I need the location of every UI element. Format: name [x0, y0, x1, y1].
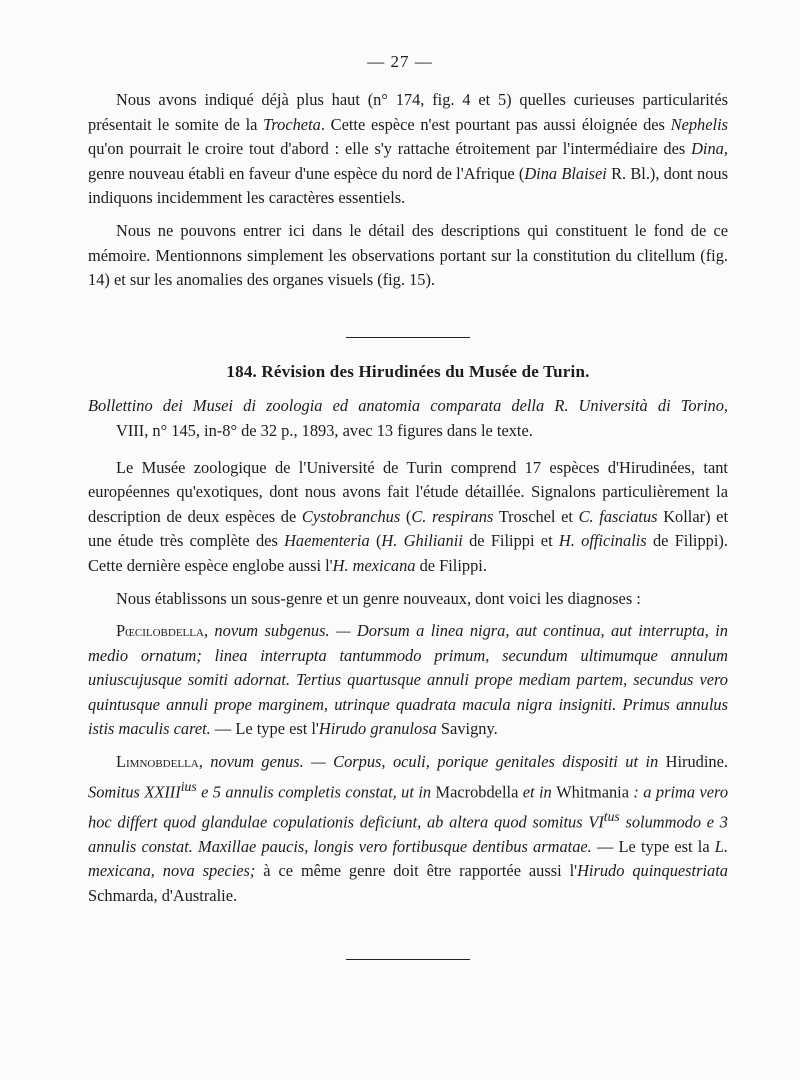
latin-diagnosis: et in [518, 782, 557, 802]
paragraph-poecilobdella [88, 619, 728, 742]
page-number: — 27 — [367, 52, 433, 71]
text-run: — Le type est la [591, 836, 715, 856]
text-run: à ce même genre doit être rapportée aussi l' [255, 861, 578, 881]
text-run: Troschel et [493, 506, 579, 526]
biblio-journal: Bollettino dei Musei di zoologia ed anatomia comparata della R. Università di Torino, [88, 396, 728, 416]
taxon-name: C. fasciatus [578, 506, 658, 526]
latin-diagnosis: Somitus XXIII [88, 782, 181, 802]
text-run: Kollar) et une étude très complète des [88, 506, 729, 551]
superscript: tus [603, 808, 620, 824]
text-run: — Le type est l' [210, 719, 319, 739]
taxon-name: H. officinalis [558, 531, 647, 551]
biblio-details: VIII, n° 145, in-8° de 32 p., 1893, avec 13 figures dans le texte. [116, 420, 533, 440]
text-run: R. Bl.), dont nous indiquons incidemment les caractères essentiels. [88, 163, 729, 208]
text-run: Savigny. [436, 719, 498, 739]
latin-diagnosis: : a prima vero hoc differt quod glandulae copulationis deficiunt, ab altera quod somitus VI [88, 782, 729, 832]
text-run: Nous avons indiqué déjà plus haut (n° 174, fig. 4 et 5) quelles curieuses particularités présentait le somite de la [88, 90, 728, 134]
taxon-name: L. mexicana, nova species; [88, 836, 728, 881]
taxon-name: Hirudo granulosa [318, 719, 437, 739]
taxon-name: Macrobdella [435, 782, 519, 802]
taxon-name: H. mexicana [332, 555, 416, 575]
taxon-name: Hirudo quinquestriata [577, 861, 728, 881]
taxon-name: Cystobranchus [301, 506, 401, 526]
taxon-name: Dina [691, 139, 724, 159]
paragraph-limnobdella [88, 750, 728, 909]
text-run: Hirudine. [665, 752, 728, 772]
taxon-name: Trocheta [263, 114, 321, 134]
page-body [88, 88, 728, 960]
genus-name: Limnobdella, [116, 752, 203, 772]
bibliographic-reference [88, 394, 728, 443]
text-run: Schmarda, d'Australie. [88, 885, 238, 905]
paragraph-trocheta [88, 88, 728, 211]
taxon-name: Haementeria [284, 531, 370, 551]
taxon-name: Dina Blaisei [524, 163, 607, 183]
paragraph-memoire: Nous ne pouvons entrer ici dans le détail des descriptions qui constituent le fond de ce mémoire. Mentionnons simplement les observations portant sur la constitution du clitellum (fig. 14) et sur les anomalies des organes visuels (fig. 15). [88, 220, 728, 290]
section-heading: 184. Révision des Hirudinées du Musée de Turin. [226, 361, 590, 381]
text-run: Le Musée zoologique de l'Université de Turin comprend 17 espèces d'Hirudinées, tant européennes qu'exotiques, dont nous avons fait l'étude détaillée. Signalons particulièrement la description de deux espèces de [88, 457, 728, 526]
superscript: ius [180, 778, 197, 794]
latin-diagnosis: novum genus. — Corpus, oculi, porique genitales dispositi ut in [202, 752, 666, 772]
paragraph-diagnoses-intro: Nous établissons un sous-genre et un genre nouveaux, dont voici les diagnoses : [116, 588, 641, 608]
taxon-name: C. respirans [411, 506, 494, 526]
genus-name: Pœcilobdella, [116, 621, 209, 641]
taxon-name: Nephelis [670, 114, 728, 134]
text-run: . Cette espèce n'est pourtant pas aussi éloignée des [320, 114, 671, 134]
section-divider [346, 337, 470, 338]
latin-diagnosis: novum subgenus. — Dorsum a linea nigra, aut continua, aut interrupta, in medio ornatum; linea interrupta tantummodo primum, secundum ultimumque annulum uniuscujusque somiti adornat. Tertius quartusque annuli prope mediam partem, secundus vero quintusque annuli prope marginem, utrinque quadrata macula nigra insigniti. Primus annulus istis maculis caret. [88, 621, 728, 739]
paragraph-musee [88, 456, 728, 579]
text-run: ( [400, 506, 412, 526]
latin-diagnosis: solummodo e 3 annulis constat. Maxillae paucis, longis vero fortibusque dentibus armatae. [88, 812, 728, 856]
section-end-divider [346, 959, 470, 960]
text-run: ( [369, 531, 382, 551]
latin-diagnosis: e 5 annulis completis constat, ut in [196, 782, 436, 802]
text-run: de Filippi. [415, 555, 487, 575]
taxon-name: H. Ghilianii [381, 531, 463, 551]
text-run: qu'on pourrait le croire tout d'abord : elle s'y rattache étroitement par l'intermédiaire des [88, 139, 692, 159]
taxon-name: Whitmania [556, 782, 630, 802]
text-run: de Filippi et [462, 531, 559, 551]
text-run: de Filippi). Cette dernière espèce englobe aussi l' [88, 531, 728, 575]
text-run: , genre nouveau établi en faveur d'une espèce du nord de l'Afrique ( [88, 139, 728, 183]
